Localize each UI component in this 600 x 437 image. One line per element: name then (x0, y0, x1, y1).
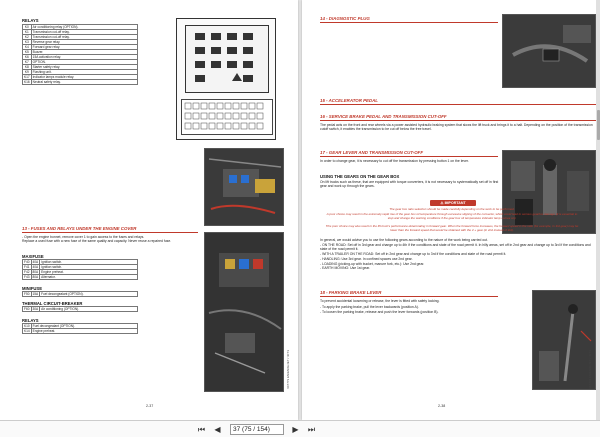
label-cell: Starter safety relay. (31, 65, 137, 70)
section16-text: The pedal acts on the front and rear wheels via a power assisted hydraulic braking system that slows the lift truck and brings it to a halt. Depending on the position of the transmission cutoff switch, it enables the transmission to be cut off below the free travel. (320, 123, 593, 132)
amp-cell: 15A (32, 292, 39, 296)
relays-heading: RELAYS (22, 18, 39, 23)
label-cell: Fuel decongealant (OPTION). (40, 292, 138, 297)
section18-rule (320, 296, 498, 297)
code-cell: K4 (23, 45, 32, 50)
label-cell: Engine preheat. (31, 329, 137, 334)
scrollbar-thumb[interactable] (597, 110, 600, 140)
maxifuse-heading: MAXIFUSE (22, 254, 44, 259)
parking-brake-photo (532, 290, 596, 390)
section18-bullet-apply: - To apply the parking brake, pull the lever backwards (position A). (320, 305, 419, 309)
code-cell: K16 (24, 80, 30, 84)
code-cell: F42 (24, 270, 30, 274)
warning-text3: This poor choice may also result in the lift truck's performance deteriorating in forward gear. When the forward force increases, the forward speed in the ratio (for example, in 3rd gear) may be lower than the forward speed that would be obtained with the 4 + gear (in 2nd instead of 3rd). (325, 224, 579, 232)
label-cell: Air conditioning relay (OPTION). (31, 25, 137, 30)
label-cell: Engine preheat. (40, 270, 138, 275)
code-cell: K17 (24, 75, 30, 79)
list-item: - EARTH MOVING: Use 1st gear. (320, 266, 371, 271)
label-cell: Air conditioning (OPTION). (40, 307, 138, 312)
amp-cell: 80A (32, 270, 39, 274)
right-page (302, 0, 600, 420)
engine-cover-photo (204, 232, 284, 392)
diagnostic-plug-photo (502, 14, 596, 88)
engine-cover-photo-svg (205, 233, 284, 392)
code-cell: K7 (23, 60, 32, 65)
warning-text1: The gear box ratio selection should be made carefully depending on the work to be performed. (389, 207, 515, 211)
warning-icon: ⚠ (440, 201, 445, 205)
vertical-scrollbar[interactable] (596, 0, 600, 420)
next-page-button[interactable] (290, 424, 301, 435)
page-number-input[interactable]: 37 (75 / 154) (230, 424, 284, 435)
section15-rule (320, 104, 596, 105)
using-gears-text: On lift trucks such as these, that are equipped with torque converters, it is not necessary to systematically set off in first gear and work up through the gears. (320, 180, 499, 189)
list-item: - ON THE ROAD: Set off in 3rd gear and change up to 4th if the conditions and state of the road permit it. In hilly areas, set off in 2nd gear and change up to 3rd if the conditions and state of the road permit it. (320, 243, 591, 252)
warning-triangle-icon (232, 73, 242, 81)
code-cell: K0 (23, 25, 32, 30)
first-page-button[interactable] (196, 424, 207, 435)
last-page-button[interactable] (306, 424, 317, 435)
code-cell: K6 (23, 55, 32, 60)
prev-page-button[interactable] (212, 424, 223, 435)
gear-lever-photo-svg (503, 151, 596, 234)
code-cell: K8 (23, 65, 32, 70)
label-cell: Ignition switch. (40, 265, 138, 270)
section13-text1: - Open the engine bonnet, remove cover 1 to gain access to the fuses and relays. (22, 235, 145, 239)
general-text: In general, we would advise you to use the following gears according to the nature of the work being carried out. (320, 238, 488, 242)
code-cell: K9 (23, 70, 32, 75)
parking-brake-photo-svg (533, 291, 596, 390)
label-cell: Indicator lamps module relay. (31, 75, 137, 80)
code-cell: K2 (23, 35, 32, 40)
relays-table (22, 24, 138, 85)
amp-cell: 40A (32, 265, 39, 269)
relays2-table (22, 323, 138, 334)
section13-title: 13 - FUSES AND RELAYS UNDER THE ENGINE COVER (22, 226, 137, 231)
code-cell: K1 (23, 30, 32, 35)
code-cell: K14 (24, 329, 30, 333)
minifuse-heading: MINIFUSE (22, 286, 43, 291)
label-cell: Forward gear relay. (31, 45, 137, 50)
code-cell: F50 (24, 292, 30, 296)
right-page-number: 2-38 (438, 404, 446, 408)
viewer-toolbar (0, 420, 600, 437)
left-page (0, 0, 298, 420)
next-page-icon: ▶ (292, 425, 299, 434)
thermal-table (22, 306, 138, 312)
amp-cell: 30A (32, 307, 39, 311)
using-gears-heading: USING THE GEARS ON THE GEAR BOX (320, 174, 400, 179)
section16-title: 16 - SERVICE BRAKE PEDAL AND TRANSMISSION CUT-OFF (320, 114, 447, 119)
section17-text: In order to change gear, it is necessary to cut off the transmission by pressing button 1 on the lever. (320, 159, 469, 163)
engine-photo-svg (205, 149, 284, 226)
code-cell: K3 (23, 40, 32, 45)
section14-rule (320, 22, 498, 23)
code-cell: F40 (24, 260, 30, 264)
diagnostic-photo-svg (503, 15, 596, 88)
code-cell: K10 (24, 324, 30, 328)
section17-title: 17 - GEAR LEVER AND TRANSMISSION CUT-OFF (320, 150, 424, 155)
label-cell: Fuel decongealant (OPTION). (31, 324, 137, 329)
relays2-heading: RELAYS (22, 318, 39, 323)
prev-page-icon: ◀ (214, 425, 221, 434)
label-cell: Buzzer. (31, 50, 137, 55)
warning-label: IMPORTANT (444, 201, 466, 205)
label-cell: Transmission cut-off relay. (31, 35, 137, 40)
table-row (23, 292, 138, 297)
label-cell: Reverse gear relay. (31, 40, 137, 45)
list-item: - WITH A TRAILER ON THE ROAD: Set off in 2nd gear and change up to 3rd if the conditions and state of the road permit it. (320, 252, 507, 256)
left-side-code: 647773 EN/EN/G/JET / 4FT3 (286, 350, 290, 389)
label-cell: Flashing unit. (31, 70, 137, 75)
gear-usage-list (320, 243, 596, 271)
code-cell: F43 (24, 275, 30, 279)
section16-rule (320, 120, 596, 121)
label-cell: Neutral safety relay. (31, 80, 137, 85)
section14-title: 14 - DIAGNOSTIC PLUG (320, 16, 370, 21)
label-cell: OPTION. (31, 60, 137, 65)
list-item: - HANDLING: Use 3rd gear. In confined spaces use 2nd gear. (320, 256, 413, 261)
section18-title: 18 - PARKING BRAKE LEVER (320, 290, 382, 295)
engine-fuse-photo (204, 148, 284, 226)
table-row (23, 80, 138, 85)
code-cell: K5 (23, 50, 32, 55)
fusebox-svg (177, 19, 277, 141)
gear-lever-photo (502, 150, 596, 234)
section18-text: To prevent accidental loosening or release, the lever is fitted with safety locking. (320, 299, 440, 303)
section13-text2: Replace a used fuse with a new fuse of the same quality and capacity. Never reuse a repaired fuse. (22, 239, 172, 243)
section13-rule (22, 232, 198, 233)
code-cell: F41 (24, 265, 30, 269)
label-cell: 15A activation relay. (31, 55, 137, 60)
last-page-icon: ⏭ (307, 425, 316, 434)
important-warning-badge (430, 200, 476, 206)
section18-bullet-loosen: - To loosen the parking brake, release and push the lever forwards (position B). (320, 310, 439, 314)
section17-rule (320, 156, 498, 157)
right-side-code: 647773 EN/EN/G/JET / 4FT3 (588, 350, 592, 389)
code-cell: F60 (24, 307, 30, 311)
fusebox-diagram (176, 18, 276, 140)
minifuse-table (22, 291, 138, 297)
amp-cell: 40A (32, 260, 39, 264)
left-page-number: 2-37 (146, 404, 154, 408)
label-cell: Alternator. (40, 275, 138, 280)
table-row (23, 275, 138, 280)
table-row (23, 307, 138, 312)
amp-cell: 80A (32, 275, 39, 279)
thermal-heading: THERMAL CIRCUIT-BREAKER (22, 301, 83, 306)
label-cell: Ignition switch. (40, 260, 138, 265)
table-row (23, 329, 138, 334)
list-item: - LOADING (picking-up with bucket, manure fork, etc.): Use 2nd gear. (320, 261, 425, 266)
maxifuse-table (22, 259, 138, 280)
warning-text2: A poor choice may result in the extremely rapid rise of the gear box oil temperature through excessive slipping of the converter, which could lead to serious gearbox damage (it is essential to stop and change the working conditions if the gear box oil temperature indicator lamp comes on). (326, 212, 578, 220)
first-page-icon: ⏮ (197, 425, 206, 434)
label-cell: Transmission cut-off relay. (31, 30, 137, 35)
section15-title: 15 - ACCELERATOR PEDAL (320, 98, 378, 103)
